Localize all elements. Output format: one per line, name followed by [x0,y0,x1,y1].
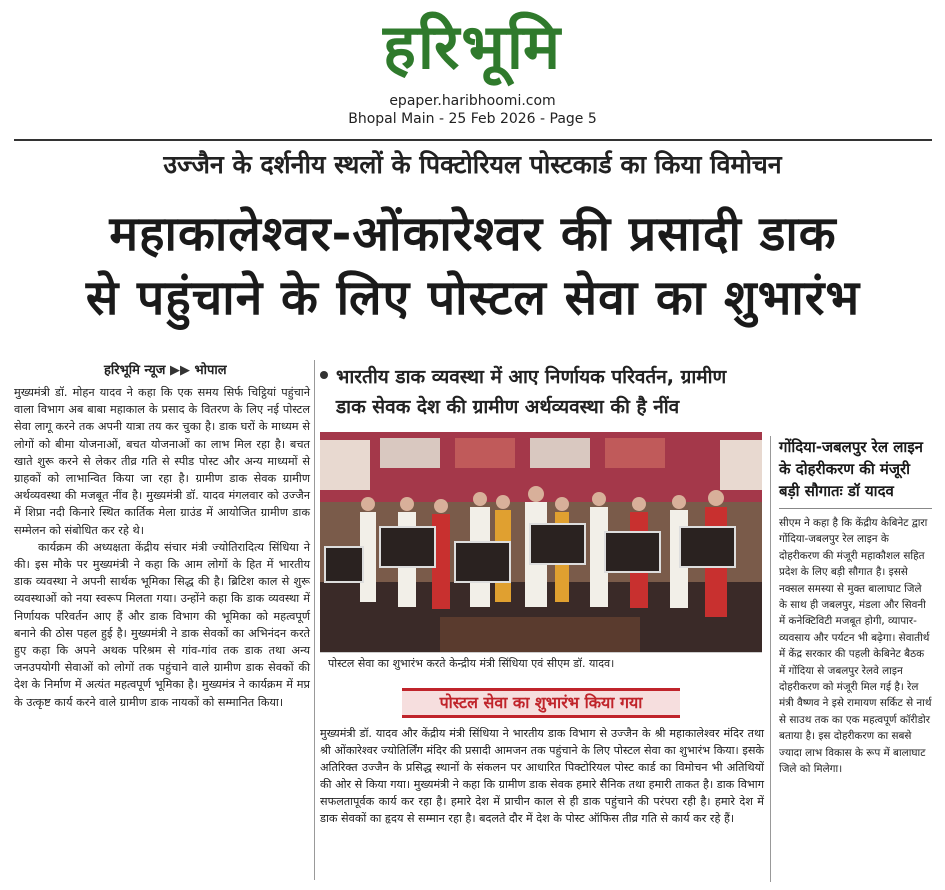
column-divider [314,360,315,880]
sidebar-divider [779,508,932,509]
subheadline [320,362,932,422]
edition-info: Bhopal Main - 25 Feb 2026 - Page 5 [348,111,597,127]
middle-column [320,725,764,827]
left-paragraph-2: कार्यक्रम की अध्यक्षता केंद्रीय संचार मंत्री ज्योतिरादित्य सिंधिया ने की। इस मौके पर मुख्यमंत्री ने कहा कि आम लोगों के हित में भारतीय डाक व्यवस्था ने अपनी सार्थक भूमिका सिद्ध की है। ब्रिटिश काल से शुरू व्यवस्थाओं को नया स्वरूप मिलता गया। उन्होंने कहा कि डाक व्यवस्था में निर्णायक परिवर्तन आए हैं और डाक विभाग की भूमिका को महत्वपूर्ण बनाने की ठोस पहल हुई है। मुख्यमंत्री ने डाक सेवकों का अभिनंदन करते हुए कहा कि अपने अथक परिश्रम से गांव-गांव तक डाक तथा अन्य जनउपयोगी सेवाओं को लोगों तक पहुंचाने वाले ग्रामीण डाक सेवकों की देश के निर्माण में अत्यंत महत्वपूर्ण भूमिका है। मुख्यमंत्र ने कार्यक्रम में मप्र के उत्कृष्ट कार्य करने वाले ग्रामीण डाक नायकों को सम्मानित किया। [14,540,310,709]
headline [14,202,932,330]
byline [104,360,227,378]
event-photo-illustration [320,432,762,652]
sidebar-story [770,436,932,882]
event-photo [320,432,762,674]
photo-caption: पोस्टल सेवा का शुभारंभ करते केन्द्रीय मंत्री सिंधिया एवं सीएम डॉ. यादव। [320,652,762,674]
left-column [14,384,310,711]
kicker: उज्जैन के दर्शनीय स्थलों के पिक्टोरियल पोस्टकार्ड का किया विमोचन [163,150,782,179]
masthead [0,4,945,128]
left-paragraph-1: मुख्यमंत्री डॉ. मोहन यादव ने कहा कि एक समय सिर्फ चिट्ठियां पहुंचाने वाला विभाग अब बाबा महाकाल के प्रसाद के वितरण के लिए नई पोस्टल सेवा लागू करने तक अपनी यात्रा तय कर चुका है। डाक घरों के माध्यम से लोगों को बीमा योजनाओं, बचत योजनाओं का लाभ मिल रहा है। बचत खाते शुरू करने से लेकर तीव्र गति से स्पीड पोस्ट और अन्य माध्यमों से ग्राहकों को लाभान्वित किया जा रहा है। ग्रामीण डाक सेवक ग्रामीण अर्थव्यवस्था की मजबूत नींव है। मुख्यमंत्री डॉ. यादव मंगलवार को उज्जैन में शिप्रा नदी किनारे स्थित कार्तिक मेला ग्राउंड में आयोजित ग्रामीण डाक सम्मेलन को संबोधित कर रहे थे। [14,386,310,537]
newspaper-logo: हरिभूमि [382,10,563,83]
sidebar-body: सीएम ने कहा है कि केंद्रीय केबिनेट द्वारा गोंदिया-जबलपुर रेल लाइन के दोहरीकरण की मंजूरी महाकौशल सहित प्रदेश के लिए बड़ी सौगात है। इससे नक्सल समस्या से मुक्त बालाघाट जिले के साथ ही जबलपुर, मंडला और सिवनी में कनेक्टिविटी मजबूत होगी, व्यापार-व्यवसाय और पर्यटन भी बढ़ेगा। सेवातीर्थ में केंद्र सरकार की पहली केबिनेट बैठक में गोंदिया से जबलपुर रेलवे लाइन दोहरीकरण को मंजूरी मिल गई है। रेल मंत्री वैष्णव ने इसे रामायण सर्किट से नार्थ से साउथ तक का एक महत्वपूर्ण कॉरीडोर बताया है। इस दोहरीकरण का सबसे ज्यादा लाभ विकास के रूप में बालाघाट जिले को मिलेगा। [779,517,932,776]
sidebar-title: गोंदिया-जबलपुर रेल लाइन के दोहरीकरण की मंजूरी बड़ी सौगातः डॉ यादव [779,438,924,500]
site-url[interactable]: epaper.haribhoomi.com [389,93,556,109]
subheadline-line-1: भारतीय डाक व्यवस्था में आए निर्णायक परिवर्तन, ग्रामीण [336,366,727,388]
headline-line-2: से पहुंचाने के लिए पोस्टल सेवा का शुभारंभ [85,270,861,326]
byline-place: भोपाल [194,363,227,378]
byline-source: हरिभूमि न्यूज [104,363,166,378]
headline-line-1: महाकालेश्वर-ओंकारेश्वर की प्रसादी डाक [109,206,837,262]
subheadline-line-2: डाक सेवक देश की ग्रामीण अर्थव्यवस्था की है नींव [336,396,680,418]
middle-paragraph: मुख्यमंत्री डॉ. यादव और केंद्रीय मंत्री सिंधिया ने भारतीय डाक विभाग से उज्जैन के श्री महाकालेश्वर मंदिर तथा श्री ओंकारेश्वर ज्योतिर्लिंग मंदिर की प्रसादी आमजन तक पहुंचाने के लिए पोस्टल सेवा का शुभारंभ किया। इसके अतिरिक्त उज्जैन के प्रसिद्ध स्थानों के संकलन पर आधारित पिक्टोरियल पोस्ट कार्ड का विमोचन भी अतिथियों की ओर से किया गया। मुख्यमंत्री ने कहा कि ग्रामीण डाक सेवक हमारे सैनिक तथा हमारी ताकत है। डाक विभाग सफलतापूर्वक कार्य कर रहा है। हमारे देश में प्राचीन काल से ही डाक पहुंचाने की परंपरा रही है। हमारे देश में डाक सेवकों का हृदय से सम्मान रहा है। बदलते दौर में देश के पोस्ट ऑफिस तीव्र गति से कार्य कर रहे हैं। [320,727,764,825]
top-divider [14,139,932,141]
byline-arrow-icon: ▶▶ [169,363,190,378]
section-heading: पोस्टल सेवा का शुभारंभ किया गया [402,688,680,718]
